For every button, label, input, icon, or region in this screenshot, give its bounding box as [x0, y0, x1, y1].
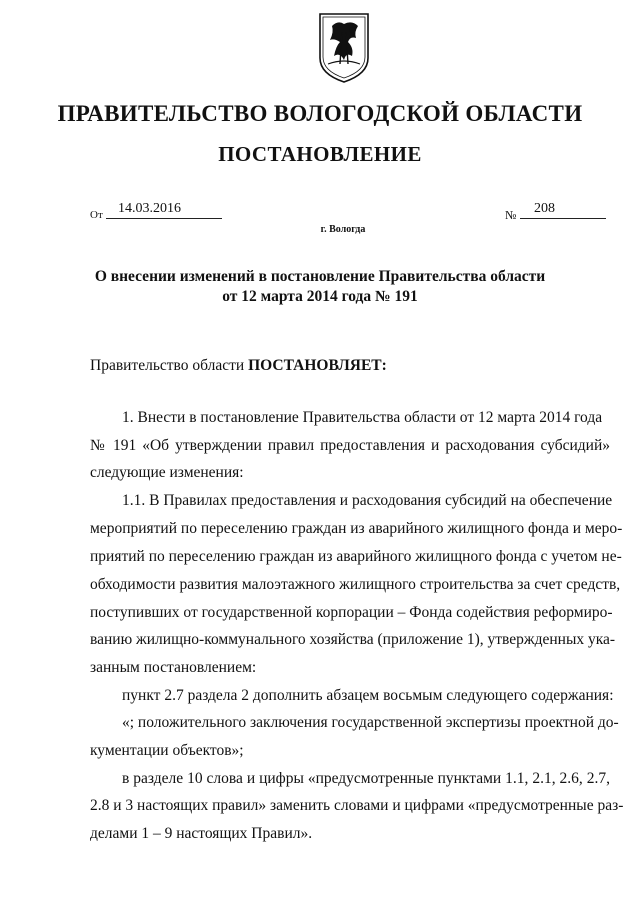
organization-title: ПРАВИТЕЛЬСТВО ВОЛОГОДСКОЙ ОБЛАСТИ	[57, 101, 583, 126]
body-line: обходимости развития малоэтажного жилищного строительства за счет средств,	[90, 576, 621, 593]
preamble	[90, 357, 387, 375]
body-line: № 191 «Об утверждении правил предоставления и расходования субсидий»	[90, 437, 610, 454]
body-line: занным постановлением:	[90, 659, 257, 676]
subject-line-1: О внесении изменений в постановление Правительства области	[94, 268, 546, 285]
body-line: пункт 2.7 раздела 2 дополнить абзацем восьмым следующего содержания:	[122, 687, 614, 704]
body-line: приятий по переселению граждан из аварийного жилищного фонда с учетом не-	[90, 548, 622, 565]
body-line: в разделе 10 слова и цифры «предусмотренные пунктами 1.1, 2.1, 2.6, 2.7,	[122, 770, 610, 787]
body-line: 2.8 и 3 настоящих правил» заменить словами и цифрами «предусмотренные раз-	[90, 797, 624, 814]
body-line: 1. Внести в постановление Правительства области от 12 марта 2014 года	[122, 409, 603, 426]
body-line: поступивших от государственной корпорации – Фонда содействия реформиро-	[90, 604, 613, 621]
date-value: 14.03.2016	[106, 201, 222, 219]
body-line: «; положительного заключения государственной экспертизы проектной до-	[122, 714, 619, 731]
coat-of-arms-icon	[318, 12, 370, 84]
body-line: делами 1 – 9 настоящих Правил».	[90, 825, 313, 842]
body-line: ванию жилищно-коммунального хозяйства (приложение 1), утвержденных ука-	[90, 631, 616, 648]
body-line: кументации объектов»;	[90, 742, 244, 759]
body-line: следующие изменения:	[90, 464, 244, 481]
preamble-text: Правительство области	[90, 357, 249, 374]
body-line: мероприятий по переселению граждан из аварийного жилищного фонда и меро-	[90, 520, 623, 537]
date-label: От	[90, 209, 103, 221]
subject-line-2: от 12 марта 2014 года № 191	[222, 288, 418, 305]
document-subject	[0, 267, 640, 307]
preamble-emphasis: ПОСТАНОВЛЯЕТ:	[248, 357, 387, 374]
city-label: г. Вологда	[320, 224, 366, 235]
number-value: 208	[520, 201, 606, 219]
document-type-title: ПОСТАНОВЛЕНИЕ	[218, 142, 422, 166]
body-line: 1.1. В Правилах предоставления и расходования субсидий на обеспечение	[122, 492, 613, 509]
number-label: №	[505, 208, 517, 222]
